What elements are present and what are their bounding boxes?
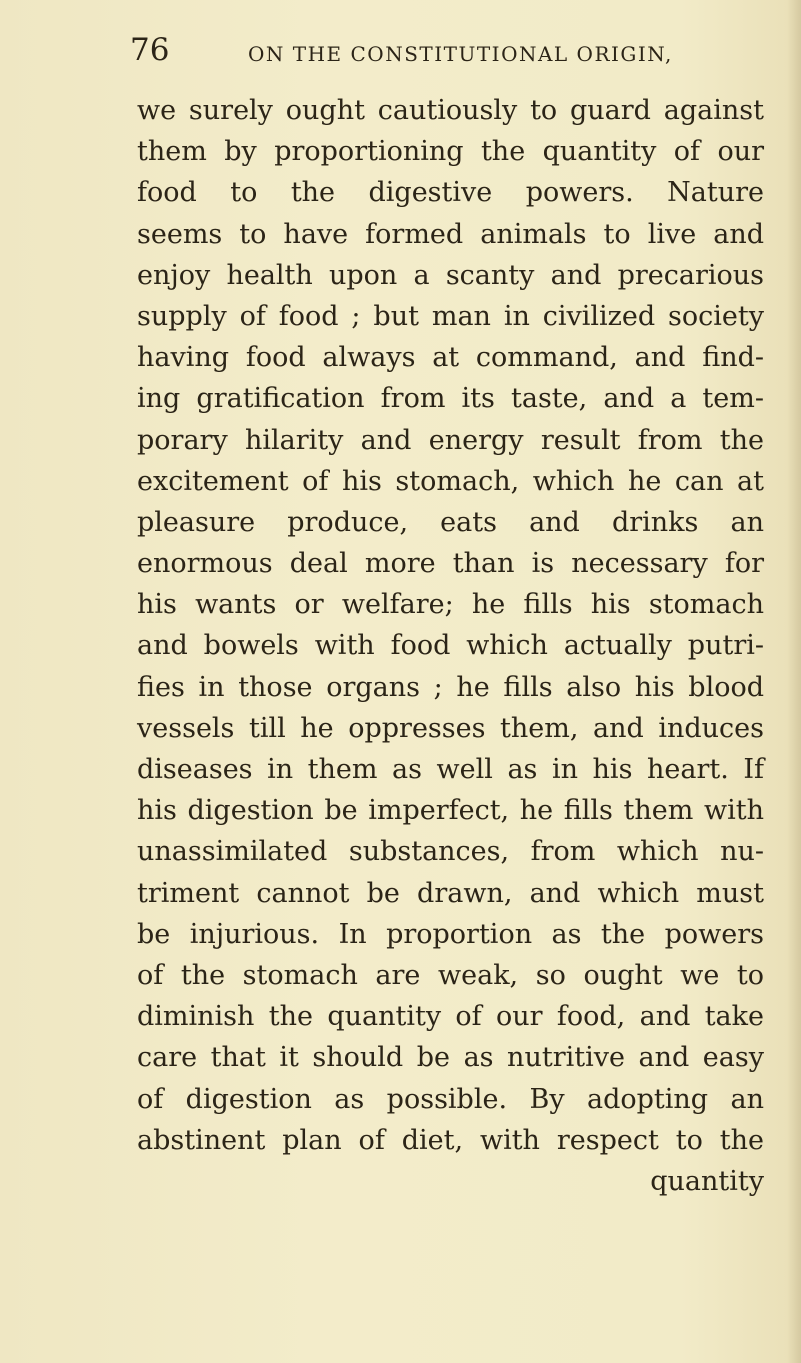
text-line: his wants or welfare; he fills his stomach <box>137 589 764 621</box>
text-line: diseases in them as well as in his heart. If <box>137 754 764 785</box>
text-line: unassimilated substances, from which nu- <box>137 836 764 868</box>
text-line: vessels till he oppresses them, and induces <box>137 712 764 744</box>
text-line: his digestion be imperfect, he fills them with <box>137 795 764 827</box>
text-line: triment cannot be drawn, and which must <box>137 877 764 909</box>
text-line: them by proportioning the quantity of our <box>137 136 764 168</box>
running-head: ON THE CONSTITUTIONAL ORIGIN, <box>248 42 673 66</box>
text-line: and bowels with food which actually putri- <box>137 630 764 662</box>
text-line: supply of food ; but man in civilized society <box>137 300 764 332</box>
catchword: quantity <box>650 1165 764 1197</box>
text-line: ing gratification from its taste, and a tem- <box>137 383 764 415</box>
text-line: care that it should be as nutritive and easy <box>137 1042 764 1074</box>
text-line: diminish the quantity of our food, and take <box>137 1001 764 1033</box>
page-number: 76 <box>130 32 170 68</box>
text-line: porary hilarity and energy result from the <box>137 424 764 456</box>
text-line: we surely ought cautiously to guard against <box>137 95 764 126</box>
text-line: abstinent plan of diet, with respect to the <box>137 1124 764 1156</box>
text-line: pleasure produce, eats and drinks an <box>137 506 764 538</box>
text-line: of digestion as possible. By adopting an <box>137 1083 764 1115</box>
text-line: food to the digestive powers. Nature <box>137 177 764 209</box>
text-line: enjoy health upon a scanty and precarious <box>137 259 764 291</box>
text-line: enormous deal more than is necessary for <box>137 548 764 580</box>
text-line: excitement of his stomach, which he can at <box>137 465 764 497</box>
page-edge-shadow <box>787 0 801 1363</box>
text-line: fies in those organs ; he fills also his blood <box>137 671 764 703</box>
text-line: having food always at command, and find- <box>137 342 764 374</box>
text-line: of the stomach are weak, so ought we to <box>137 959 764 991</box>
text-line: be injurious. In proportion as the powers <box>137 918 764 950</box>
page-header <box>130 30 750 70</box>
body-text <box>137 90 764 1202</box>
text-line: seems to have formed animals to live and <box>137 218 764 250</box>
